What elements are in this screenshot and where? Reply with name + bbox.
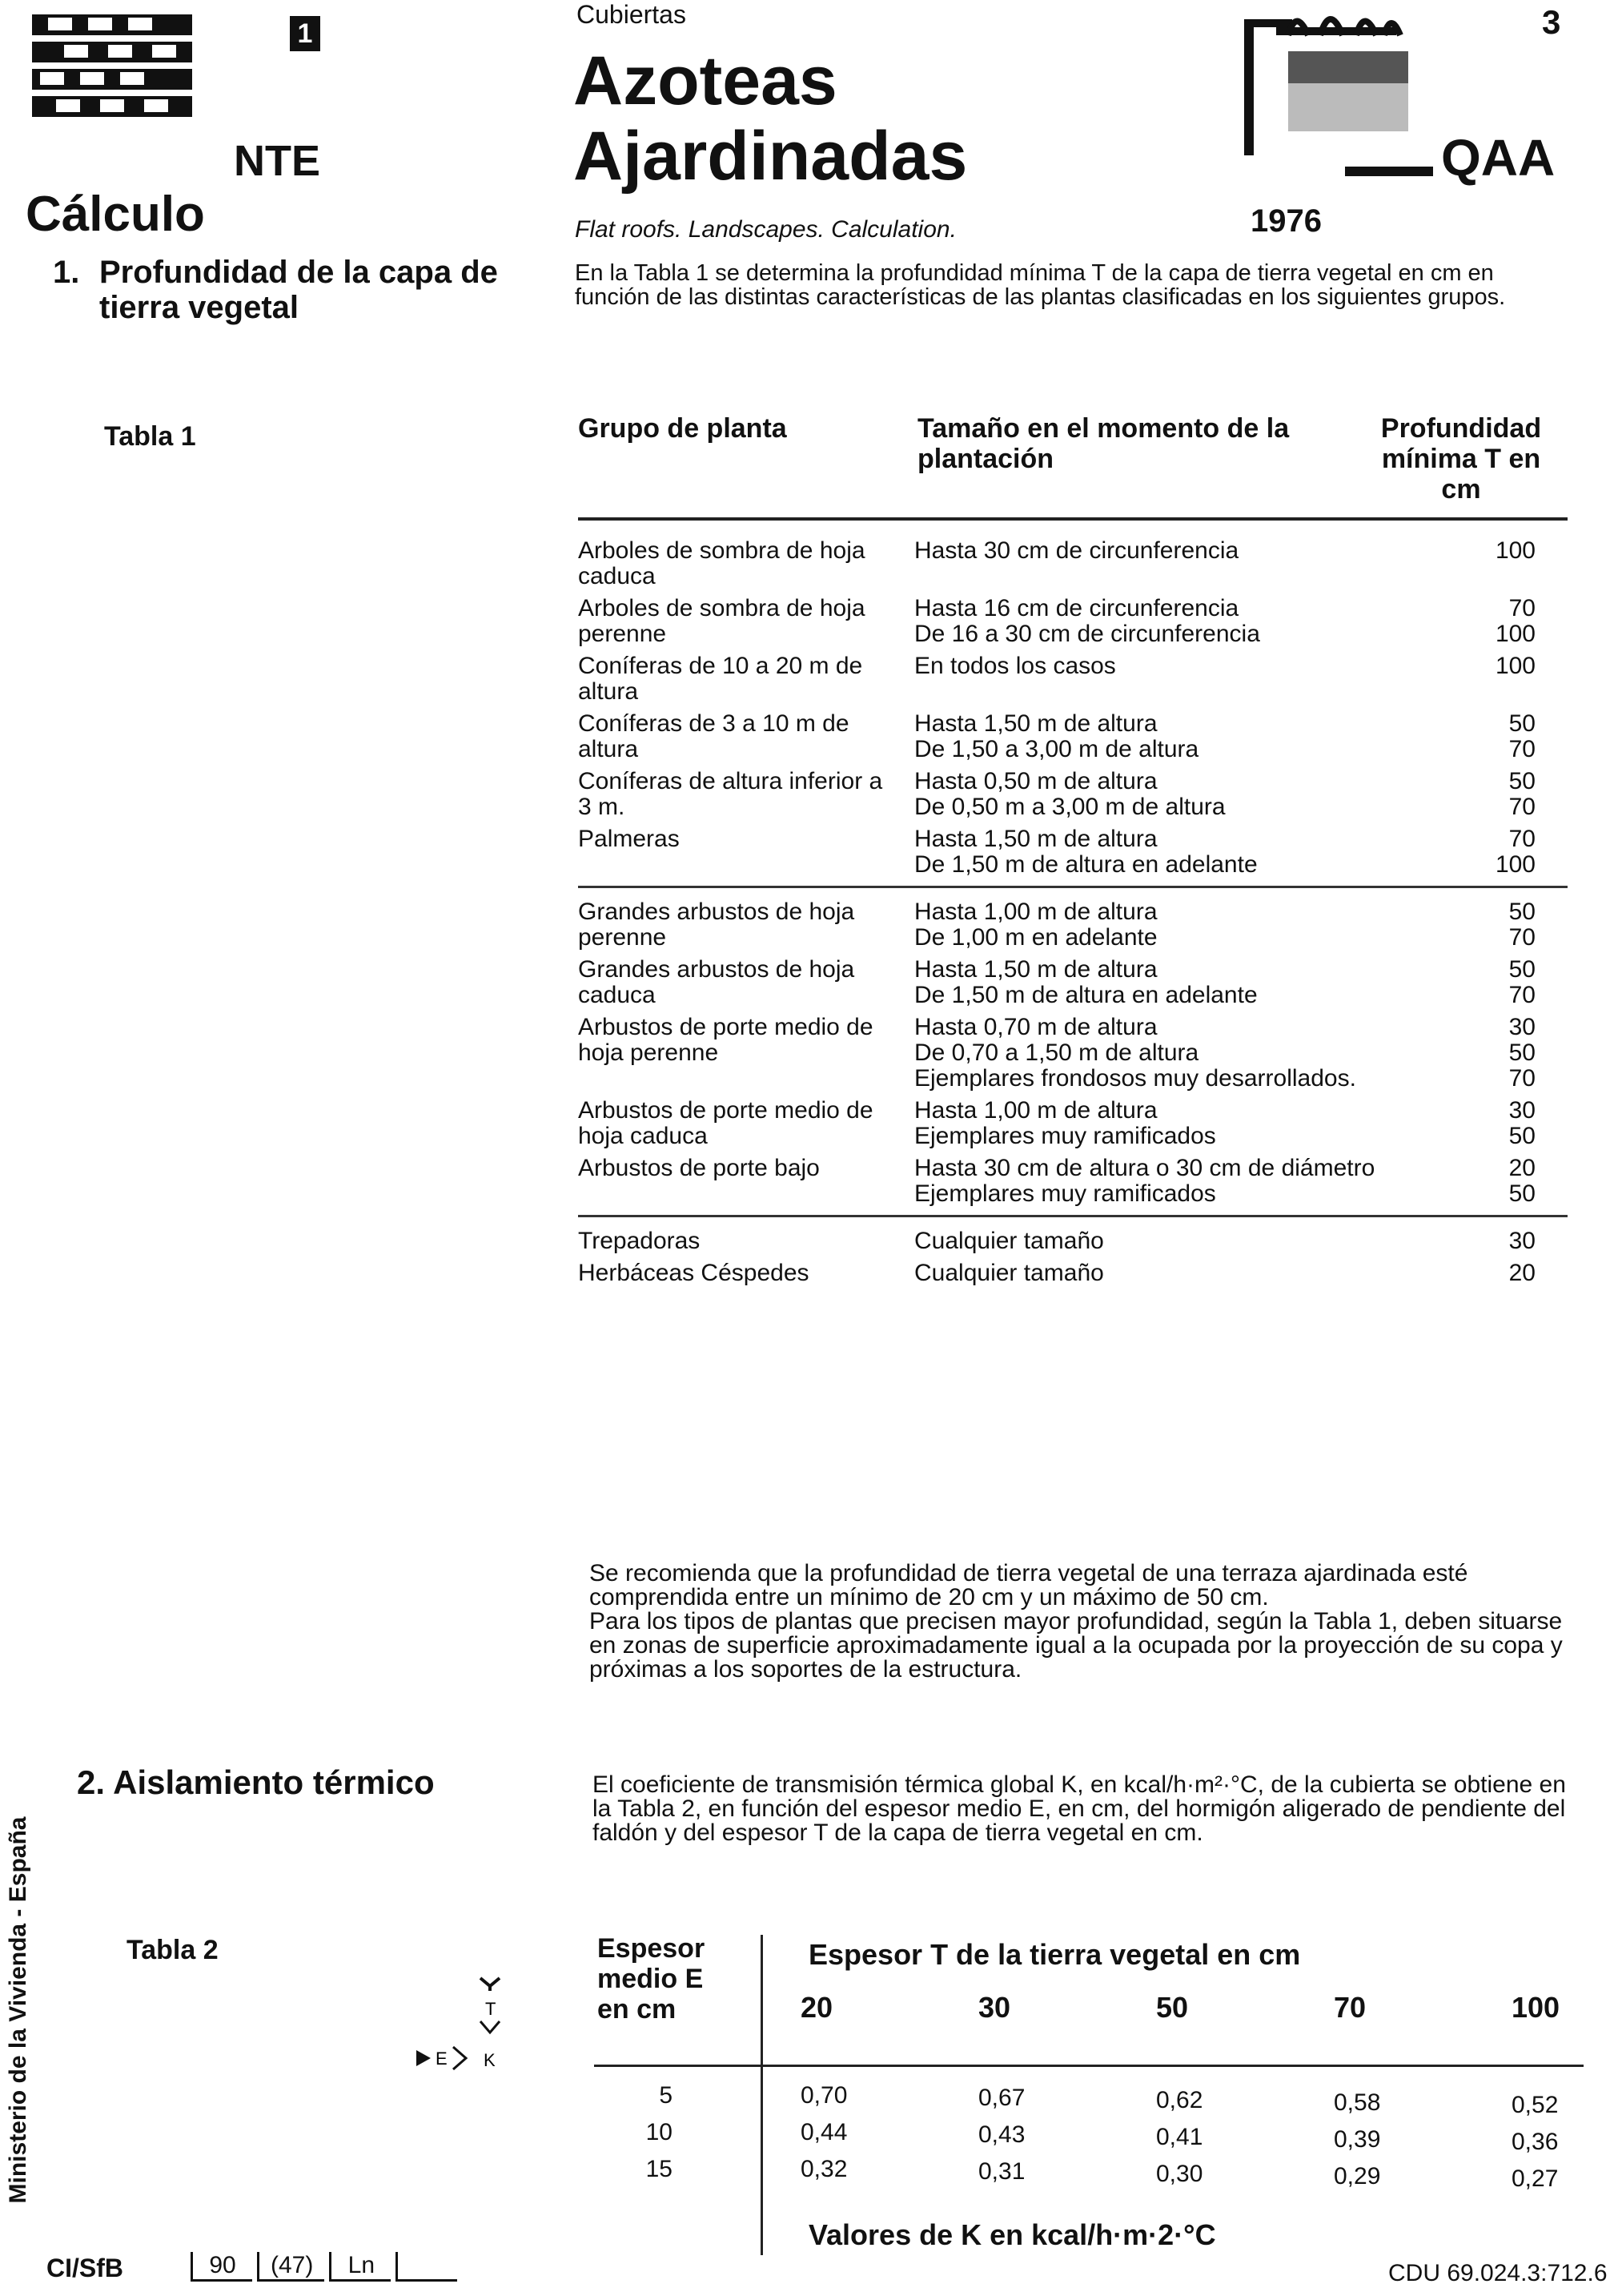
title-line-1: Azoteas [573, 42, 837, 119]
garden-roof-emblem-icon [1244, 3, 1428, 155]
table1-block-separator [578, 886, 1568, 888]
min-depth-value: 100 [1495, 537, 1536, 564]
table1-block-separator [578, 1215, 1568, 1217]
thickness-header: 20 [801, 1991, 833, 2024]
plant-group: Grandes arbustos de hoja perenne [578, 899, 855, 951]
diagram-label-t: T [485, 1999, 496, 2019]
plant-size: De 0,50 m a 3,00 m de altura [914, 794, 1226, 820]
cdu-code: CDU 69.024.3:712.6 [1388, 2260, 1608, 2286]
page-title [573, 43, 967, 194]
min-depth-value: 70 [1508, 1065, 1536, 1092]
espesor-e-value: 15 [645, 2156, 672, 2182]
plant-group: Arboles de sombra de hoja caduca [578, 537, 865, 589]
size-depth-entry [914, 1066, 1568, 1092]
k-value-cell: 0,44 [801, 2119, 848, 2145]
k-value-cell: 0,41 [1156, 2124, 1203, 2150]
size-depth-entry [914, 769, 1568, 794]
plant-group: Herbáceas Céspedes [578, 1260, 809, 1286]
table1-header-size: Tamaño en el momento de la plantación [917, 413, 1290, 474]
min-depth-value: 70 [1508, 924, 1536, 951]
espesor-e-value: 10 [645, 2119, 672, 2145]
logo-bar [32, 69, 192, 90]
table1-row [578, 1156, 1568, 1207]
table1-row [578, 1015, 1568, 1092]
table2-main-header: Espesor T de la tierra vegetal en cm [809, 1938, 1301, 1971]
section2-title-text: Aislamiento térmico [113, 1763, 435, 1801]
plant-size: De 0,70 a 1,50 m de altura [914, 1039, 1199, 1066]
min-depth-value: 50 [1508, 710, 1536, 737]
category-label: Cubiertas [576, 0, 686, 29]
plant-size: Hasta 1,50 m de altura [914, 956, 1158, 983]
plant-size: Ejemplares muy ramificados [914, 1180, 1216, 1207]
min-depth-value: 50 [1508, 1180, 1536, 1207]
size-depth-entry [914, 1261, 1568, 1286]
plant-group: Grandes arbustos de hoja caduca [578, 956, 855, 1008]
thickness-header: 100 [1512, 1991, 1560, 2024]
plant-group: Palmeras [578, 826, 680, 852]
cisfb-box: 90 [191, 2252, 252, 2282]
logo-bar [32, 42, 192, 62]
ministry-sidebar [0, 1754, 37, 2266]
year-label: 1976 [1251, 203, 1322, 239]
table1-row [578, 899, 1568, 951]
plant-size: Ejemplares muy ramificados [914, 1123, 1216, 1149]
k-value-cell: 0,70 [801, 2082, 848, 2109]
plant-group: Coníferas de 10 a 20 m de altura [578, 653, 863, 705]
min-depth-value: 100 [1495, 653, 1536, 679]
plant-group: Arbustos de porte medio de hoja caduca [578, 1097, 873, 1149]
table1-row [578, 1261, 1568, 1286]
k-value-cell: 0,29 [1334, 2163, 1381, 2189]
diagram-label-k: K [484, 2050, 496, 2070]
cisfb-box: (47) [257, 2252, 324, 2282]
size-depth-entry [914, 711, 1568, 737]
table1-row [578, 596, 1568, 647]
depth-recommendation-note [589, 1562, 1579, 1682]
table2-horizontal-rule [594, 2065, 1584, 2067]
table1-row [578, 653, 1568, 705]
size-depth-entry [914, 925, 1568, 951]
k-value-cell: 0,62 [1156, 2087, 1203, 2113]
min-depth-value: 50 [1508, 1123, 1536, 1149]
table2-footer: Valores de K en kcal/h·m·2·°C [809, 2218, 1216, 2251]
table1-header-group: Grupo de planta [578, 413, 787, 444]
series-badge: 1 [290, 16, 320, 51]
size-depth-entry [914, 1156, 1568, 1181]
table1-row [578, 1098, 1568, 1149]
plant-size: Hasta 1,00 m de altura [914, 899, 1158, 925]
calculo-title: Cálculo [26, 187, 205, 242]
cisfb-box: Ln [329, 2252, 391, 2282]
plant-group: Coníferas de 3 a 10 m de altura [578, 710, 849, 762]
size-depth-entry [914, 852, 1568, 878]
thickness-header: 70 [1334, 1991, 1367, 2024]
logo-bar [32, 96, 192, 117]
col1-header-text: Espesor medio E en cm [597, 1933, 705, 2025]
plant-size: Hasta 30 cm de altura o 30 cm de diámetro [914, 1155, 1375, 1181]
plant-size: Hasta 1,50 m de altura [914, 826, 1158, 852]
min-depth-value: 100 [1495, 851, 1536, 878]
table1-label: Tabla 1 [104, 421, 196, 452]
size-depth-entry [914, 1124, 1568, 1149]
plant-size: De 16 a 30 cm de circunferencia [914, 621, 1260, 647]
min-depth-value: 70 [1508, 982, 1536, 1008]
plant-size: En todos los casos [914, 653, 1116, 679]
cisfb-boxes [191, 2252, 457, 2282]
size-depth-entry [914, 621, 1568, 647]
min-depth-value: 70 [1508, 826, 1536, 852]
size-depth-entry [914, 653, 1568, 679]
k-value-cell: 0,43 [978, 2121, 1026, 2148]
size-depth-entry [914, 983, 1568, 1008]
plant-size: Cualquier tamaño [914, 1260, 1104, 1286]
k-value-cell: 0,52 [1512, 2092, 1559, 2118]
min-depth-value: 50 [1508, 956, 1536, 983]
min-depth-value: 30 [1508, 1014, 1536, 1040]
size-depth-entry [914, 1015, 1568, 1040]
k-value-cell: 0,36 [1512, 2129, 1559, 2155]
k-value-cell: 0,58 [1334, 2089, 1381, 2116]
min-depth-value: 70 [1508, 736, 1536, 762]
min-depth-value: 30 [1508, 1097, 1536, 1124]
plant-group: Arbustos de porte medio de hoja perenne [578, 1014, 873, 1066]
size-depth-entry [914, 1228, 1568, 1254]
section1-intro: En la Tabla 1 se determina la profundidad mínima T de la capa de tierra vegetal en cm en función de las distintas características de las plantas clasificadas en los siguientes grupos. [575, 260, 1506, 310]
plant-size: Hasta 0,50 m de altura [914, 768, 1158, 794]
table1-row [578, 826, 1568, 878]
note-paragraph: Se recomienda que la profundidad de tierra vegetal de una terraza ajardinada esté comprendida entre un mínimo de 20 cm y un máximo de 50 cm. [589, 1560, 1468, 1610]
espesor-e-value: 5 [659, 2082, 672, 2109]
plant-size: De 1,50 m de altura en adelante [914, 982, 1258, 1008]
k-value-cell: 0,30 [1156, 2161, 1203, 2187]
min-depth-value: 100 [1495, 621, 1536, 647]
code-bar [1345, 167, 1433, 176]
plant-size: De 1,50 a 3,00 m de altura [914, 736, 1199, 762]
min-depth-value: 50 [1508, 899, 1536, 925]
min-depth-value: 30 [1508, 1228, 1536, 1254]
table1-row [578, 711, 1568, 762]
title-line-2: Ajardinadas [573, 118, 968, 195]
min-depth-value: 50 [1508, 1039, 1536, 1066]
size-depth-entry [914, 1098, 1568, 1124]
size-depth-entry [914, 538, 1568, 564]
size-depth-entry [914, 596, 1568, 621]
k-value-cell: 0,31 [978, 2158, 1026, 2185]
plant-size: Hasta 0,70 m de altura [914, 1014, 1158, 1040]
table1-header-rule [578, 517, 1568, 521]
size-depth-entry [914, 1181, 1568, 1207]
table1-row [578, 769, 1568, 820]
cisfb-label: CI/SfB [46, 2254, 123, 2282]
plant-size: Hasta 16 cm de circunferencia [914, 595, 1239, 621]
note-paragraph: Para los tipos de plantas que precisen mayor profundidad, según la Tabla 1, deben situarse en zonas de superficie aproximadamente igual a la ocupada por la proyección de su copa y próximas a los soportes de la estructura. [589, 1608, 1563, 1683]
min-depth-value: 70 [1508, 595, 1536, 621]
k-value-cell: 0,67 [978, 2085, 1026, 2111]
roof-section-diagram [400, 1970, 544, 2090]
section1-title: Profundidad de la capa de tierra vegetal [99, 255, 498, 325]
min-depth-value: 20 [1508, 1155, 1536, 1181]
k-value-cell: 0,39 [1334, 2126, 1381, 2153]
nte-label: NTE [234, 137, 320, 185]
k-value-cell: 0,32 [801, 2156, 848, 2182]
plant-size: De 1,50 m de altura en adelante [914, 851, 1258, 878]
cisfb-box [395, 2252, 457, 2282]
section2-title [77, 1763, 435, 1802]
size-depth-entry [914, 1040, 1568, 1066]
table2-label: Tabla 2 [126, 1935, 219, 1965]
sheet-number: 3 [1542, 3, 1561, 41]
plant-size: Hasta 1,00 m de altura [914, 1097, 1158, 1124]
min-depth-value: 70 [1508, 794, 1536, 820]
min-depth-value: 50 [1508, 768, 1536, 794]
section1-number: 1. [53, 255, 80, 290]
plant-size: Cualquier tamaño [914, 1228, 1104, 1254]
diagram-label-e: E [436, 2049, 448, 2069]
size-depth-entry [914, 794, 1568, 820]
size-depth-entry [914, 826, 1568, 852]
ministry-text: Ministerio de la Vivienda - España [5, 1816, 31, 2204]
nte-logo [32, 14, 192, 151]
table1-row [578, 538, 1568, 589]
table1-header-depth: Profundidad mínima T en cm [1380, 413, 1542, 505]
min-depth-value: 20 [1508, 1260, 1536, 1286]
table2-col1-header [597, 1933, 733, 2025]
k-value-cell: 0,27 [1512, 2165, 1559, 2192]
table2-vertical-rule [761, 1935, 763, 2255]
size-depth-entry [914, 899, 1568, 925]
plant-group: Coníferas de altura inferior a 3 m. [578, 768, 883, 820]
thickness-header: 30 [978, 1991, 1011, 2024]
logo-bar [32, 14, 192, 35]
section2-intro: El coeficiente de transmisión térmica global K, en kcal/h·m²·°C, de la cubierta se obtiene en la Tabla 2, en función del espesor medio E, en cm, del hormigón aligerado de pendiente del faldón y del espesor T de la capa de tierra vegetal en cm. [592, 1771, 1566, 1846]
document-code: QAA [1441, 129, 1556, 187]
size-depth-entry [914, 957, 1568, 983]
table1-row [578, 1228, 1568, 1254]
plant-group: Trepadoras [578, 1228, 701, 1254]
thickness-header: 50 [1156, 1991, 1189, 2024]
plant-size: Hasta 30 cm de circunferencia [914, 537, 1239, 564]
plant-size: De 1,00 m en adelante [914, 924, 1158, 951]
english-subtitle: Flat roofs. Landscapes. Calculation. [575, 216, 957, 243]
plant-size: Ejemplares frondosos muy desarrollados. [914, 1065, 1356, 1092]
table1-row [578, 957, 1568, 1008]
plant-size: Hasta 1,50 m de altura [914, 710, 1158, 737]
plant-group: Arbustos de porte bajo [578, 1155, 820, 1181]
table1-body [578, 538, 1568, 1293]
size-depth-entry [914, 737, 1568, 762]
plant-group: Arboles de sombra de hoja perenne [578, 595, 865, 647]
section2-number: 2. [77, 1763, 106, 1801]
